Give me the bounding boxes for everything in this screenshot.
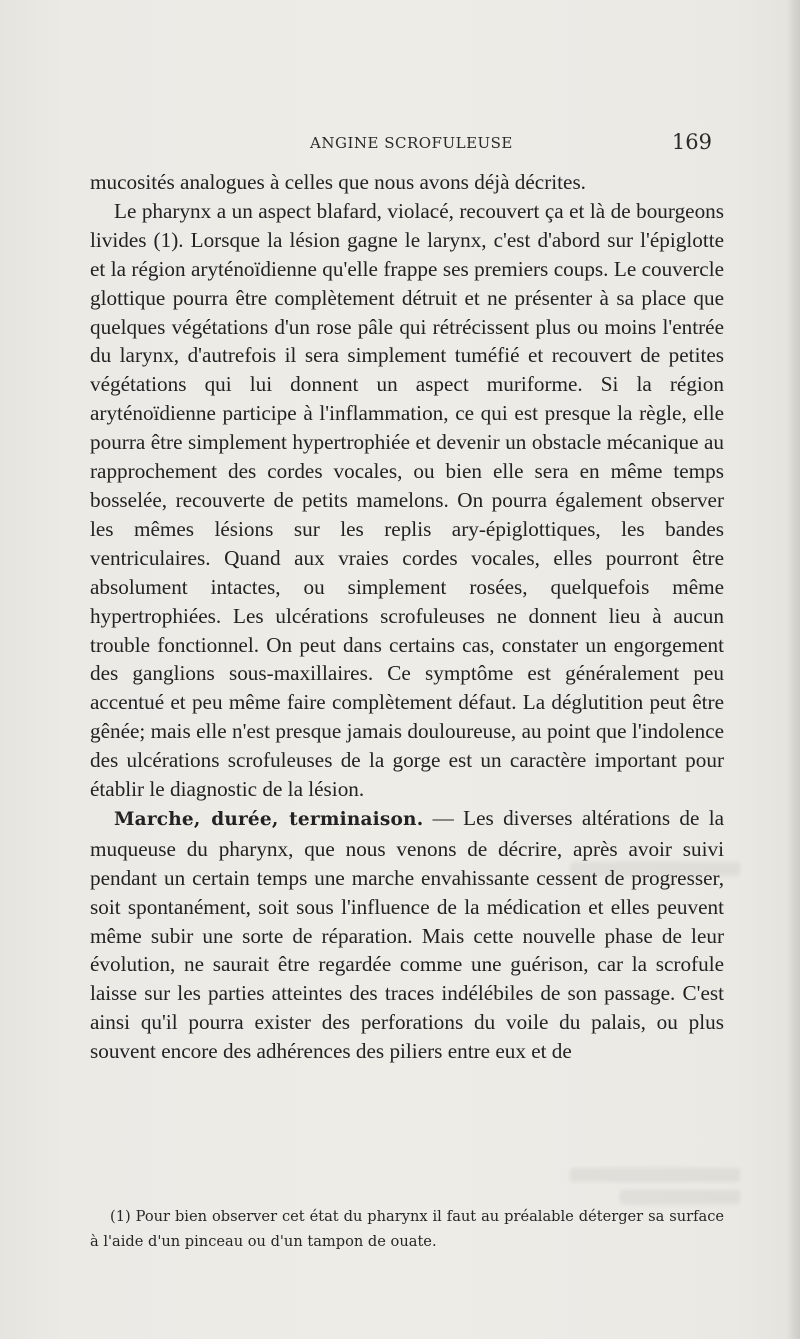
running-title: ANGINE SCROFULEUSE — [310, 134, 513, 152]
footnote-mark: (1) — [110, 1208, 131, 1225]
show-through-smudge — [620, 1190, 740, 1204]
footnote — [90, 1204, 724, 1254]
show-through-smudge — [570, 1168, 740, 1182]
paragraph-text: — Les diverses altérations de la muqueuse du pharynx, que nous venons de décrire, après avoir suivi pendant un certain temps une marche envahissante cessent de progresser, soit spontanément, soit sous l'influence de la médication et elles peuvent même subir une sorte de réparation. Mais cette nouvelle phase de leur évolution, ne saurait être regardée comme une guérison, car la scrofule laisse sur les parties atteintes des traces indélébiles de son passage. C'est ainsi qu'il pourra exister des perforations du voile du palais, ou plus souvent encore des adhérences des piliers entre eux et de — [90, 805, 725, 1064]
page-number: 169 — [671, 130, 712, 154]
paragraph: mucosités analogues à celles que nous avons déjà décrites. — [90, 170, 586, 194]
section-heading: Marche, durée, terminaison. — [114, 808, 424, 830]
body-text — [90, 168, 724, 1066]
footnote-text: Pour bien observer cet état du pharynx il faut au préalable déterger sa surface à l'aide d'un pinceau ou d'un tampon de ouate. — [90, 1208, 725, 1250]
page-edge-shadow — [786, 0, 800, 1339]
paragraph — [90, 804, 724, 1066]
page-header — [90, 130, 722, 160]
paragraph: Le pharynx a un aspect blafard, violacé, recouvert ça et là de bourgeons livides (1). Lorsque la lésion gagne le larynx, c'est d'abord sur l'épiglotte et la région aryténoïdienne qu'elle frappe ses premiers coups. Le couvercle glottique pourra être complètement détruit et ne présenter à sa place que quelques végétations d'un rose pâle qui rétrécissent plus ou moins l'entrée du larynx, d'autrefois il sera simplement tuméfié et recouvert de petites végétations qui lui donnent un aspect muriforme. Si la région aryténoïdienne participe à l'inflammation, ce qui est presque la règle, elle pourra être simplement hypertrophiée et devenir un obstacle mécanique au rapprochement des cordes vocales, ou bien elle sera en même temps bosselée, recouverte de petits mamelons. On pourra également observer les mêmes lésions sur les replis ary-épiglottiques, les bandes ventriculaires. Quand aux vraies cordes vocales, elles pourront être absolument intactes, ou simplement rosées, quelquefois même hypertrophiées. Les ulcérations scrofuleuses ne donnent lieu à aucun trouble fonctionnel. On peut dans certains cas, constater un engorgement des ganglions sous-maxillaires. Ce symptôme est généralement peu accentué et peu même faire complètement défaut. La déglutition peut être gênée; mais elle n'est presque jamais douloureuse, au point que l'indolence des ulcérations scrofuleuses de la gorge est un caractère important pour établir le diagnostic de la lésion. — [90, 198, 724, 802]
